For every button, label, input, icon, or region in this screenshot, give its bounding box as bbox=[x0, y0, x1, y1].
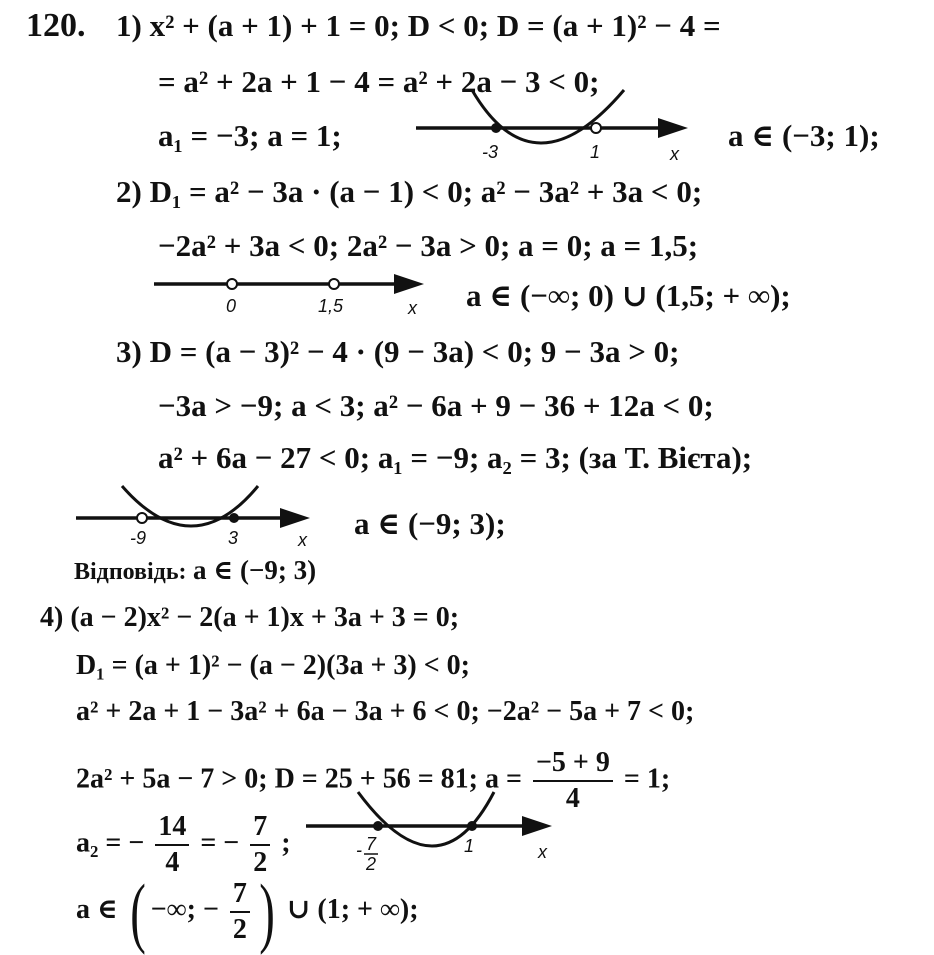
p4-line4-tail: = 1; bbox=[623, 763, 671, 795]
p4-line5-mid: = − bbox=[200, 827, 240, 859]
p4-line2: D₁ = (a + 1)² − (a − 2)(3a + 3) < 0; bbox=[76, 650, 471, 681]
point-open-1 bbox=[591, 123, 601, 133]
nl4-left-label-num: 7 bbox=[366, 834, 377, 854]
nl2-left-label: 0 bbox=[226, 296, 237, 316]
fraction-denominator: 2 bbox=[232, 913, 247, 945]
arrow-head-1 bbox=[658, 118, 688, 138]
fraction-numerator: 7 bbox=[250, 810, 270, 846]
p3-line2: −3a > −9; a < 3; a² − 6a + 9 − 36 + 12a < 0; bbox=[158, 388, 714, 423]
p1-line3-left: a₁ = −3; a = 1; bbox=[158, 118, 342, 153]
nl3-right-label: 3 bbox=[228, 528, 239, 548]
number-line-2 bbox=[152, 264, 452, 324]
nl4-right-label: 1 bbox=[464, 836, 475, 856]
arrow-head-4 bbox=[522, 816, 552, 836]
nl3-left-label: -9 bbox=[130, 528, 147, 548]
p4-line5-prefix: a₂ = − bbox=[76, 827, 145, 859]
number-line-3 bbox=[74, 484, 334, 554]
p2-line2: −2a² + 3a < 0; 2a² − 3a > 0; a = 0; a = 1,5; bbox=[158, 228, 699, 263]
p4-line1: 4) (a − 2)x² − 2(a + 1)x + 3a + 3 = 0; bbox=[40, 602, 460, 633]
answer-label: Відповідь: bbox=[74, 559, 187, 585]
fraction-numerator: 14 bbox=[155, 810, 189, 846]
number-line-1 bbox=[412, 88, 712, 168]
nl3-axis-label: x bbox=[298, 530, 307, 550]
p4-line6-inner: −∞; − bbox=[150, 894, 219, 925]
p4-line4-left: 2a² + 5a − 7 > 0; D = 25 + 56 = 81; a = bbox=[76, 763, 522, 795]
p1-line3-right: a ∈ (−3; 1); bbox=[728, 118, 880, 153]
fraction-numerator: 7 bbox=[230, 877, 250, 913]
problem-number: 120. bbox=[26, 7, 86, 44]
close-paren: ) bbox=[259, 867, 275, 955]
nl1-axis-label: x bbox=[670, 144, 679, 164]
p2-line1: 2) D₁ = a² − 3a · (a − 1) < 0; a² − 3a² + 3a < 0; bbox=[116, 174, 703, 209]
p1-line1: 1) x² + (a + 1) + 1 = 0; D < 0; D = (a + 1)² − 4 = bbox=[116, 8, 721, 43]
point-filled-4b bbox=[467, 821, 477, 831]
nl2-axis-label: x bbox=[408, 298, 417, 318]
parabola-1 bbox=[472, 90, 624, 143]
open-paren: ( bbox=[129, 867, 146, 955]
nl4-axis-label: x bbox=[538, 842, 547, 862]
p3-line3: a² + 6a − 27 < 0; a₁ = −9; a₂ = 3; (за Т. Вієта); bbox=[158, 440, 753, 475]
point-open-3 bbox=[137, 513, 147, 523]
answer-line bbox=[74, 552, 316, 590]
point-filled-1 bbox=[491, 123, 501, 133]
nl4-left-label-den: 2 bbox=[366, 854, 377, 874]
nl4-left-label-sign: - bbox=[356, 840, 362, 860]
fraction-denominator: 2 bbox=[253, 847, 268, 878]
p4-line6-tail: ∪ (1; + ∞); bbox=[286, 894, 419, 925]
point-filled-3 bbox=[229, 513, 239, 523]
p4-line6 bbox=[76, 867, 419, 955]
p1-line2: = a² + 2a + 1 − 4 = a² + 2a − 3 < 0; bbox=[158, 64, 600, 99]
fraction-denominator: 4 bbox=[565, 783, 580, 814]
number-line-4 bbox=[304, 790, 574, 882]
p4-line3: a² + 2a + 1 − 3a² + 6a − 3a + 6 < 0; −2a² − 5a + 7 < 0; bbox=[76, 696, 695, 727]
nl2-right-label: 1,5 bbox=[318, 296, 344, 316]
arrow-head-3 bbox=[280, 508, 310, 528]
nl1-right-label: 1 bbox=[590, 142, 601, 162]
arrow-head-2 bbox=[394, 274, 424, 294]
p4-line5-tail: ; bbox=[281, 827, 291, 859]
p3-line4-right: a ∈ (−9; 3); bbox=[354, 506, 506, 541]
point-filled-4a bbox=[373, 821, 383, 831]
nl1-left-label: -3 bbox=[482, 142, 499, 162]
answer-value: a ∈ (−9; 3) bbox=[193, 555, 317, 585]
point-open-2b bbox=[329, 279, 339, 289]
p4-line6-fraction bbox=[230, 877, 250, 947]
p4-line6-prefix: a ∈ bbox=[76, 894, 118, 925]
p2-line3-right: a ∈ (−∞; 0) ∪ (1,5; + ∞); bbox=[466, 278, 791, 313]
fraction-numerator: −5 + 9 bbox=[533, 746, 613, 782]
fraction-denominator: 4 bbox=[165, 847, 180, 878]
p3-line1: 3) D = (a − 3)² − 4 · (9 − 3a) < 0; 9 − 3a > 0; bbox=[116, 334, 680, 369]
point-open-2a bbox=[227, 279, 237, 289]
